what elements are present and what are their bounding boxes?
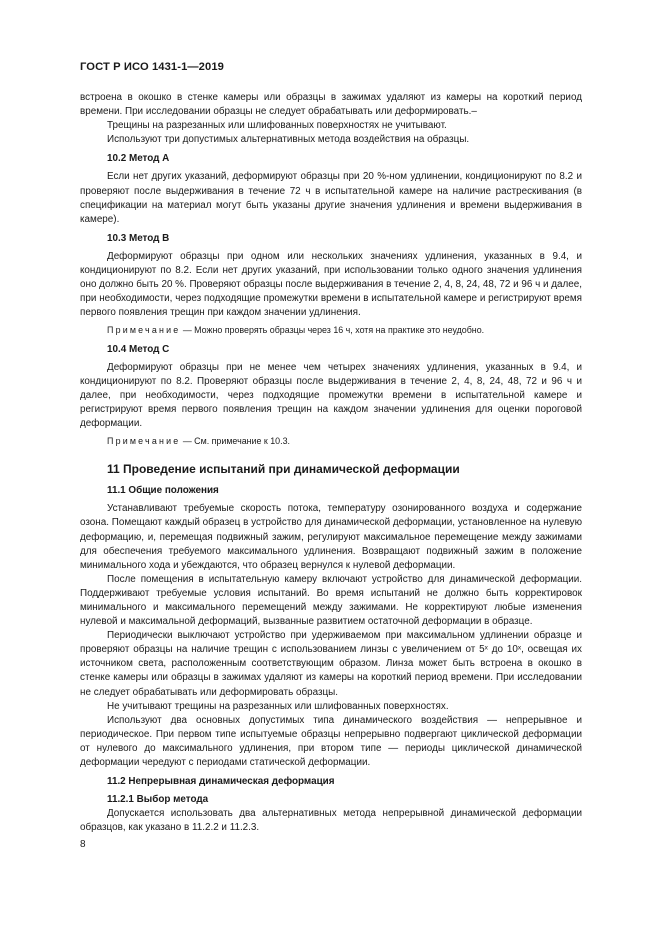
section-heading-11-2: 11.2 Непрерывная динамическая деформация <box>107 776 335 788</box>
note-label: Примечание <box>107 436 181 447</box>
section-heading-11: 11 Проведение испытаний при динамической деформации <box>107 462 460 477</box>
paragraph: Используют два основных допустимых типа динамического воздействия — непрерывное и периодическое. При первом типе испытуемые образцы непрерывно подвергают циклической деформации от нулевого до максимального удлинения, при втором типе — периоды циклической динамической деформации чередуют с периодами статической деформации. <box>80 714 582 769</box>
note <box>80 434 582 448</box>
note-text: — Можно проверять образцы через 16 ч, хотя на практике это неудобно. <box>180 325 485 336</box>
section-heading-11-2-1: 11.2.1 Выбор метода <box>107 794 209 806</box>
standard-header: ГОСТ Р ИСО 1431-1—2019 <box>80 61 224 73</box>
section-heading-10-4: 10.4 Метод С <box>107 343 170 355</box>
paragraph: Трещины на разрезанных или шлифованных поверхностях не учитывают. <box>107 120 447 132</box>
note <box>80 323 582 337</box>
paragraph: Устанавливают требуемые скорость потока, температуру озонированного воздуха и содержание озона. Помещают каждый образец в устройство для динамической деформации, установленное на нулевую деформацию, и, перемещая подвижный зажим, регулируют максимальное перемещение между зажимами для обеспечения требуемого максимального удлинения. Возвращают подвижный зажим в положение минимального хода и убеждаются, что образец вернулся к нулевой деформации. <box>80 503 582 571</box>
section-heading-10-3: 10.3 Метод В <box>107 232 170 244</box>
paragraph: Деформируют образцы при одном или нескольких значениях удлинения, указанных в 9.4, и кондиционируют по 8.2. Если нет других указаний, при использовании только одного значения удлинения оно должно быть 20 %. Проверяют образцы после выдерживания в течение 2, 4, 8, 24, 48, 72 и 96 ч и далее, при необходимости, через подходящие промежутки времени в испытательной камере и регистрируют время первого появления трещин при каждом значении удлинения. <box>80 250 582 319</box>
section-heading-11-1: 11.1 Общие положения <box>107 485 219 497</box>
paragraph: Деформируют образцы при не менее чем четырех значениях удлинения, указанных в 9.4, и кондиционируют по 8.2. Проверяют образцы после выдерживания в течение 2, 4, 8, 24, 48, 72 и 96 ч и далее, при необходимости, через подходящие промежутки времени в испытательной камере и регистрируют время первого появления трещин на каждом значении удлинения для оценки пороговой деформации. <box>80 361 582 429</box>
paragraph: Используют три допустимых альтернативных метода воздействия на образцы. <box>107 134 470 146</box>
page-number: 8 <box>80 839 86 850</box>
paragraph: Если нет других указаний, деформируют образцы при 20 %-ном удлинении, кондиционируют по 8.2 и проверяют после выдерживания в течение 72 ч в испытательной камере на наличие растрескивания (в спецификации на материал могут быть указаны другие значения удлинения и времени выдерживания в камере). <box>80 171 582 225</box>
paragraph: Не учитывают трещины на разрезанных или шлифованных поверхностях. <box>107 700 449 712</box>
note-label: Примечание <box>107 325 181 336</box>
paragraph: Допускается использовать два альтернативных метода непрерывной динамической деформации образцов, как указано в 11.2.2 и 11.2.3. <box>80 808 582 834</box>
page-body <box>80 91 582 836</box>
paragraph: Периодически выключают устройство при удерживаемом при максимальном удлинении образце и проверяют образцы на наличие трещин с использованием линзы с увеличением от 5ˣ до 10ˣ, освещая их источником света, расположенным соответствующим образом. Линза может быть встроена в окошко в стенке камеры или образцы в зажимах удаляют из камеры на короткий период времени. При исследовании не следует обрабатывать или деформировать образцы. <box>80 630 582 698</box>
paragraph: После помещения в испытательную камеру включают устройство для динамической деформации. Поддерживают требуемые условия испытаний. Во время испытаний не должно быть корректировок минимального и максимального перемещений между зажимами. Не корректируют любые изменения нулевой и максимальной деформаций, вызванные развитием остаточной деформации в образце. <box>80 573 582 628</box>
section-heading-10-2: 10.2 Метод А <box>107 153 170 165</box>
paragraph: встроена в окошко в стенке камеры или образцы в зажимах удаляют из камеры на короткий период времени. При исследовании образцы не следует обрабатывать или деформировать.– <box>80 92 582 118</box>
note-text: — См. примечание к 10.3. <box>180 436 290 447</box>
